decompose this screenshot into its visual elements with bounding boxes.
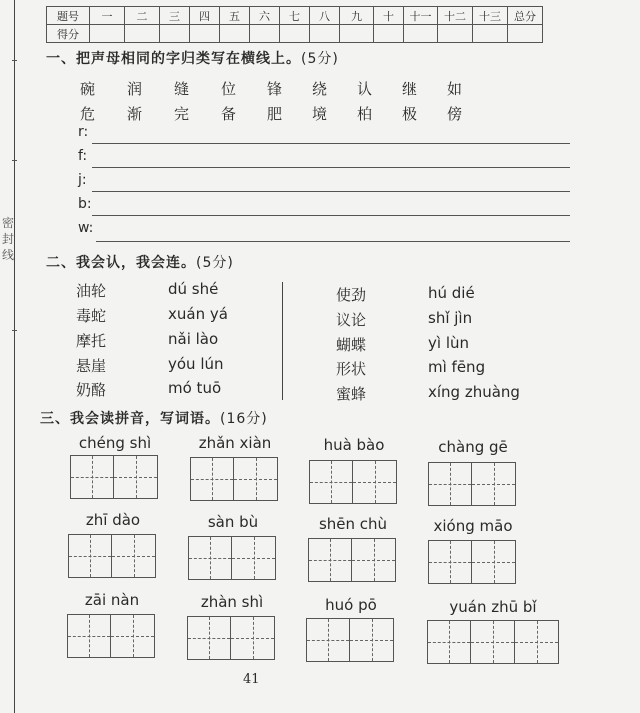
right-word[interactable]: 议论 bbox=[336, 311, 367, 329]
char: 肥 bbox=[267, 105, 283, 123]
pinyin-prompt: sàn bù bbox=[207, 513, 259, 531]
char: 润 bbox=[127, 80, 143, 98]
margin-tick bbox=[12, 60, 17, 61]
answer-label-j: j: bbox=[78, 172, 87, 188]
pinyin-prompt: huó pō bbox=[325, 596, 377, 614]
score-cell[interactable] bbox=[404, 25, 438, 43]
score-cell[interactable] bbox=[280, 25, 310, 43]
left-word[interactable]: 毒蛇 bbox=[76, 307, 107, 325]
score-label: 得分 bbox=[47, 25, 90, 43]
writing-grid[interactable] bbox=[309, 460, 397, 504]
answer-label-r: r: bbox=[78, 124, 89, 140]
right-pinyin[interactable]: shǐ jìn bbox=[428, 309, 473, 327]
section1-title bbox=[46, 48, 339, 68]
column-header: 四 bbox=[190, 7, 220, 25]
column-header: 六 bbox=[250, 7, 280, 25]
column-header: 二 bbox=[125, 7, 160, 25]
section2-points: (5分) bbox=[196, 255, 234, 271]
char: 傍 bbox=[447, 105, 463, 123]
right-word[interactable]: 蜜蜂 bbox=[336, 385, 367, 403]
answer-label-f: f: bbox=[78, 148, 88, 164]
answer-line-f[interactable] bbox=[92, 167, 570, 168]
margin-tick bbox=[12, 330, 17, 331]
section3-points: (16分) bbox=[220, 411, 268, 427]
char: 如 bbox=[447, 80, 463, 98]
left-word[interactable]: 悬崖 bbox=[76, 357, 107, 375]
char: 渐 bbox=[127, 105, 143, 123]
pinyin-prompt: chéng shì bbox=[78, 434, 152, 452]
char: 继 bbox=[402, 80, 418, 98]
pinyin-prompt: zāi nàn bbox=[84, 591, 140, 609]
char: 位 bbox=[221, 80, 237, 98]
right-pinyin[interactable]: xíng zhuàng bbox=[428, 383, 520, 401]
char: 锋 bbox=[267, 80, 283, 98]
answer-line-b[interactable] bbox=[92, 215, 570, 216]
column-header: 十三 bbox=[473, 7, 508, 25]
answer-line-w[interactable] bbox=[96, 241, 570, 242]
answer-line-j[interactable] bbox=[92, 191, 570, 192]
char: 完 bbox=[174, 105, 190, 123]
column-header: 十二 bbox=[438, 7, 473, 25]
char: 认 bbox=[357, 80, 373, 98]
answer-line-r[interactable] bbox=[92, 143, 570, 144]
right-pinyin[interactable]: hú dié bbox=[428, 284, 475, 302]
pinyin-prompt: huà bào bbox=[323, 436, 385, 454]
writing-grid[interactable] bbox=[306, 618, 394, 662]
answer-label-w: w: bbox=[78, 220, 94, 236]
score-cell[interactable] bbox=[310, 25, 340, 43]
section1-title-text: 一、把声母相同的字归类写在横线上。 bbox=[46, 51, 301, 67]
char: 缝 bbox=[174, 80, 190, 98]
score-cell[interactable] bbox=[220, 25, 250, 43]
right-pinyin[interactable]: mì fēng bbox=[428, 358, 486, 376]
pinyin-prompt: zhǎn xiàn bbox=[198, 434, 272, 452]
char: 绕 bbox=[312, 80, 328, 98]
pinyin-prompt: zhī dào bbox=[85, 511, 141, 529]
pinyin-prompt: xióng māo bbox=[433, 517, 513, 535]
section2-title-text: 二、我会认，我会连。 bbox=[46, 255, 196, 271]
writing-grid[interactable] bbox=[428, 540, 516, 584]
column-header: 八 bbox=[310, 7, 340, 25]
left-pinyin[interactable]: yóu lún bbox=[168, 355, 224, 373]
column-header: 九 bbox=[340, 7, 374, 25]
score-cell[interactable] bbox=[250, 25, 280, 43]
score-cell[interactable] bbox=[438, 25, 473, 43]
column-divider bbox=[282, 282, 283, 400]
char: 境 bbox=[312, 105, 328, 123]
left-pinyin[interactable]: dú shé bbox=[168, 280, 219, 298]
right-word[interactable]: 形状 bbox=[336, 360, 367, 378]
writing-grid[interactable] bbox=[187, 616, 275, 660]
column-header: 五 bbox=[220, 7, 250, 25]
score-table-score-row bbox=[47, 25, 543, 43]
score-cell[interactable] bbox=[125, 25, 160, 43]
score-cell[interactable] bbox=[508, 25, 543, 43]
score-table bbox=[46, 6, 543, 43]
right-word[interactable]: 蝴蝶 bbox=[336, 336, 367, 354]
answer-label-b: b: bbox=[78, 196, 92, 212]
score-cell[interactable] bbox=[90, 25, 125, 43]
left-word[interactable]: 摩托 bbox=[76, 332, 107, 350]
writing-grid[interactable] bbox=[190, 457, 278, 501]
score-cell[interactable] bbox=[374, 25, 404, 43]
left-pinyin[interactable]: mó tuō bbox=[168, 379, 222, 397]
score-table-header-row bbox=[47, 7, 543, 25]
binding-line bbox=[14, 0, 15, 713]
column-header: 十一 bbox=[404, 7, 438, 25]
column-header: 十 bbox=[374, 7, 404, 25]
score-cell[interactable] bbox=[160, 25, 190, 43]
writing-grid[interactable] bbox=[428, 462, 516, 506]
pinyin-prompt: shēn chù bbox=[318, 515, 388, 533]
pinyin-prompt: chàng gē bbox=[438, 438, 508, 456]
pinyin-prompt: yuán zhū bǐ bbox=[449, 598, 537, 616]
left-word[interactable]: 油轮 bbox=[76, 282, 107, 300]
section3-title bbox=[40, 408, 268, 428]
column-header: 三 bbox=[160, 7, 190, 25]
header-label: 题号 bbox=[47, 7, 90, 25]
writing-grid[interactable] bbox=[308, 538, 396, 582]
char: 危 bbox=[80, 105, 96, 123]
left-word[interactable]: 奶酪 bbox=[76, 381, 107, 399]
section3-title-text: 三、我会读拼音，写词语。 bbox=[40, 411, 220, 427]
pinyin-prompt: zhàn shì bbox=[200, 593, 264, 611]
section2-title bbox=[46, 252, 234, 272]
right-pinyin[interactable]: yì lùn bbox=[428, 334, 469, 352]
writing-grid[interactable] bbox=[427, 620, 559, 664]
char: 极 bbox=[402, 105, 418, 123]
writing-grid[interactable] bbox=[68, 534, 156, 578]
margin-tick bbox=[12, 160, 17, 161]
column-header: 七 bbox=[280, 7, 310, 25]
left-pinyin[interactable]: nǎi lào bbox=[168, 330, 219, 348]
binding-line-label: 密封线 bbox=[2, 216, 15, 262]
writing-grid[interactable] bbox=[188, 536, 276, 580]
score-cell[interactable] bbox=[473, 25, 508, 43]
char: 备 bbox=[221, 105, 237, 123]
char: 碗 bbox=[80, 80, 96, 98]
char: 柏 bbox=[357, 105, 373, 123]
section1-points: (5分) bbox=[301, 51, 339, 67]
writing-grid[interactable] bbox=[67, 614, 155, 658]
column-header: 一 bbox=[90, 7, 125, 25]
right-word[interactable]: 使劲 bbox=[336, 286, 367, 304]
left-pinyin[interactable]: xuán yá bbox=[168, 305, 228, 323]
score-cell[interactable] bbox=[340, 25, 374, 43]
writing-grid[interactable] bbox=[70, 455, 158, 499]
column-header: 总分 bbox=[508, 7, 543, 25]
page-number: 41 bbox=[243, 672, 260, 687]
score-cell[interactable] bbox=[190, 25, 220, 43]
